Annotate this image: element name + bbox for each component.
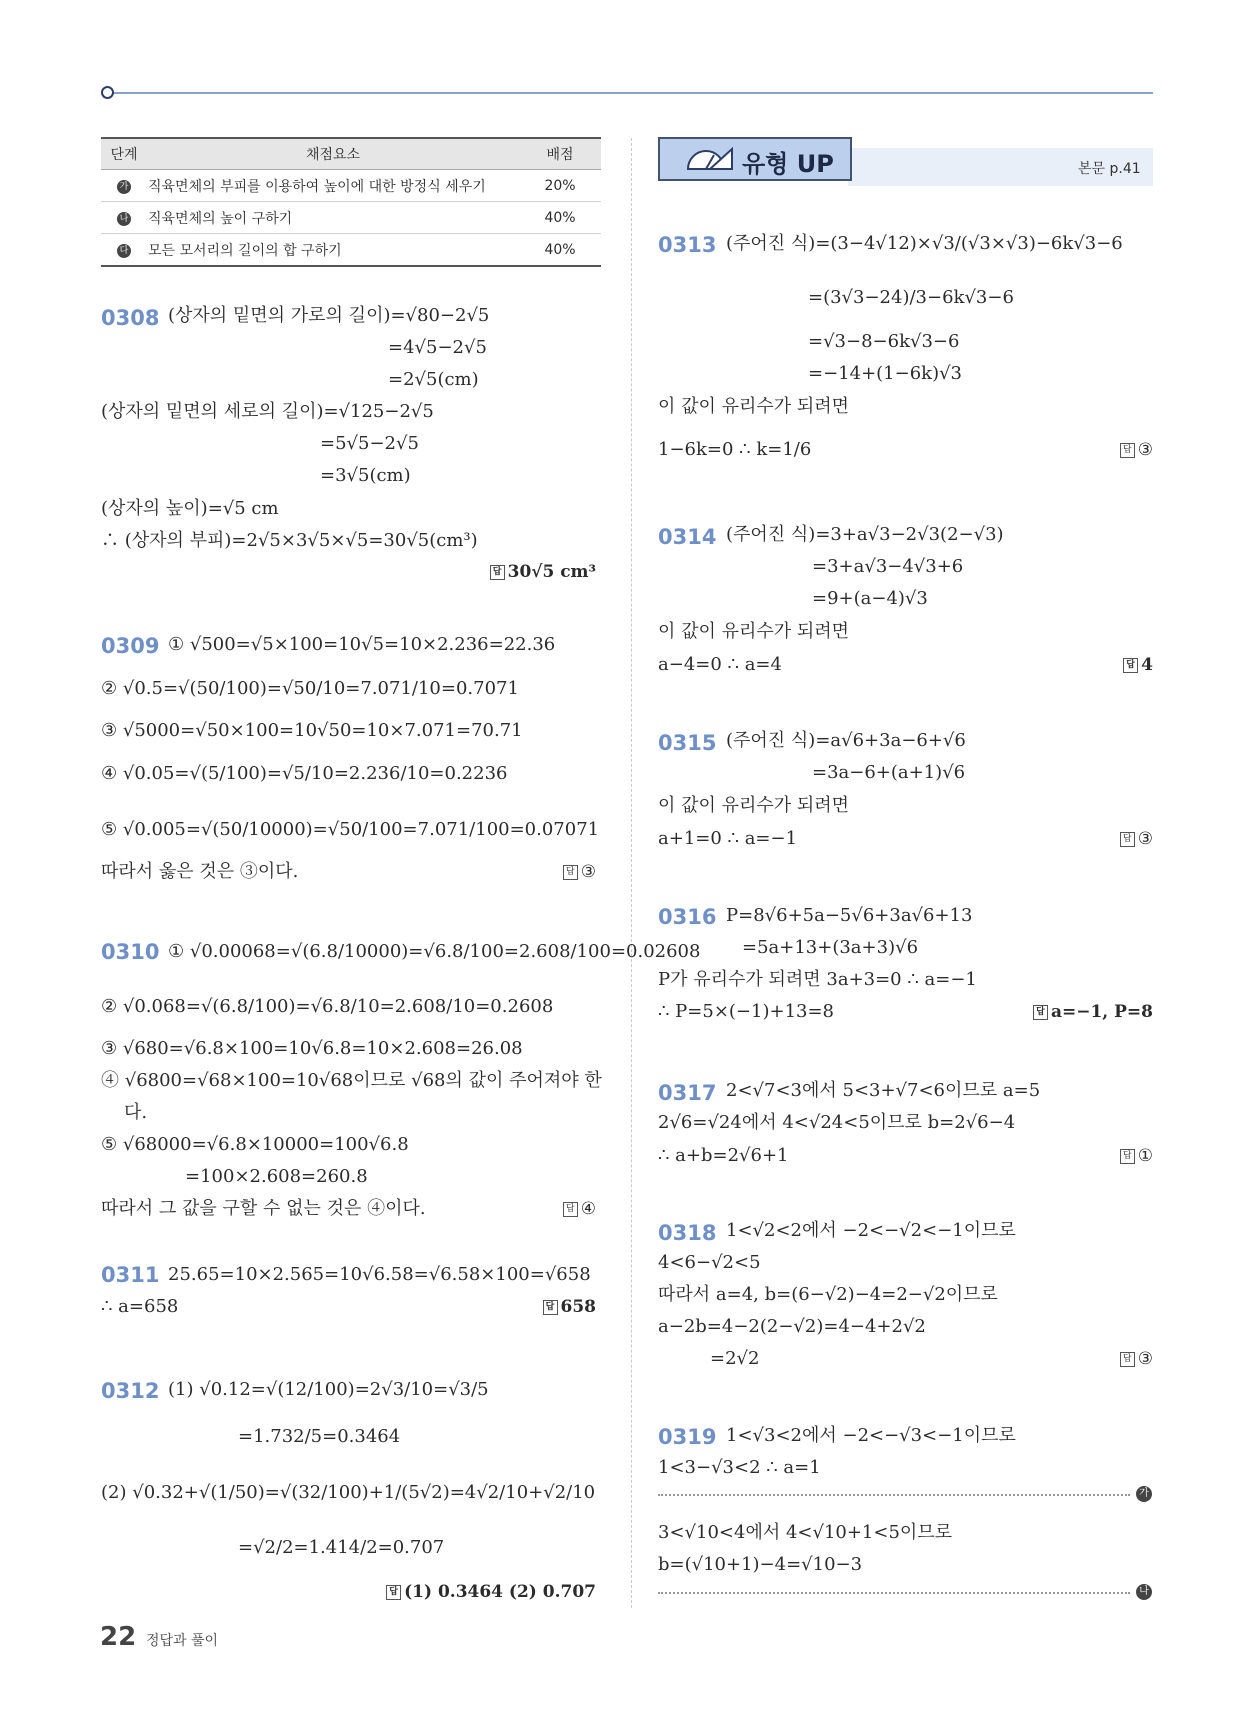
solution-line: (상자의 높이)=√5 cm <box>101 498 279 519</box>
solution-line: =(3√3−24)/3−6k√3−6 <box>808 287 1014 308</box>
solution-line: 이 값이 유리수가 되려면 <box>658 396 850 417</box>
solution-line: ⑤ √0.005=√(50/10000)=√50/100=7.071/100=0.07071 <box>101 819 600 840</box>
solution-line: (상자의 밑면의 가로의 길이)=√80−2√5 <box>168 305 490 326</box>
solution-line: =3+a√3−4√3+6 <box>812 556 964 577</box>
problem-number: 0311 <box>101 1263 160 1287</box>
dotted-separator <box>658 1494 1130 1496</box>
problem-number: 0314 <box>658 525 717 549</box>
answer <box>543 1297 597 1317</box>
rubric-criteria: 직육면체의 높이 구하기 <box>147 202 519 234</box>
solution-line: ④ √0.05=√(5/100)=√5/10=2.236/10=0.2236 <box>101 763 508 784</box>
answer <box>1120 1146 1153 1166</box>
answer-mark-icon: 답 <box>1120 1352 1135 1367</box>
rubric-row <box>101 202 601 234</box>
answer-value: 658 <box>560 1297 596 1317</box>
solution-line: ③ √5000=√50×100=10√50=10×7.071=70.71 <box>101 720 523 741</box>
solution-line: b=(√10+1)−4=√10−3 <box>658 1554 863 1575</box>
solution-line: 다. <box>124 1102 148 1123</box>
answer <box>1033 1002 1153 1022</box>
answer-value: 4 <box>1141 655 1153 675</box>
problem-number: 0316 <box>658 905 717 929</box>
answer <box>386 1582 596 1602</box>
solution-line: ④ √6800=√68×100=10√68이므로 √68의 값이 주어져야 한 <box>101 1070 602 1091</box>
solution-line: 2<√7<3에서 5<3+√7<6이므로 a=5 <box>726 1080 1041 1101</box>
solution-line: =5a+13+(3a+3)√6 <box>742 937 919 958</box>
solution-line: =9+(a−4)√3 <box>812 588 928 609</box>
solution-line: P가 유리수가 되려면 3a+3=0 ∴ a=−1 <box>658 969 977 990</box>
solution-line: =3√5(cm) <box>320 465 411 486</box>
solution-line: (주어진 식)=a√6+3a−6+√6 <box>726 730 966 751</box>
solution-line: (상자의 밑면의 세로의 길이)=√125−2√5 <box>101 401 434 422</box>
rubric-header-criteria: 채점요소 <box>147 138 519 170</box>
solution-line: =100×2.608=260.8 <box>185 1166 368 1187</box>
top-rule-dot <box>101 86 114 99</box>
problem-number: 0308 <box>101 306 160 330</box>
answer-value: ① <box>1137 1146 1153 1166</box>
rubric-table <box>101 137 601 267</box>
solution-line: (2) √0.32+√(1/50)=√(32/100)+1/(5√2)=4√2/10+√2/10 <box>101 1482 596 1503</box>
answer-mark-icon: 답 <box>386 1585 401 1600</box>
answer-mark-icon: 답 <box>1123 658 1138 673</box>
problem-number: 0319 <box>658 1425 717 1449</box>
rubric-points: 40% <box>519 202 601 234</box>
rubric-criteria: 직육면체의 부피를 이용하여 높이에 대한 방정식 세우기 <box>147 170 519 202</box>
answer-mark-icon: 답 <box>543 1300 558 1315</box>
solution-line: ∴ a=658 <box>101 1296 179 1317</box>
answer-mark-icon: 답 <box>1033 1005 1048 1020</box>
answer-value: ③ <box>1137 1349 1153 1369</box>
answer <box>1120 440 1153 460</box>
solution-line: 1<√2<2에서 −2<−√2<−1이므로 <box>726 1220 1016 1241</box>
solution-line: =4√5−2√5 <box>388 337 487 358</box>
banner-title: 유형 UP <box>742 150 834 178</box>
solution-line: =√2/2=1.414/2=0.707 <box>238 1537 445 1558</box>
problem-number: 0313 <box>658 233 717 257</box>
problem-number: 0317 <box>658 1081 717 1105</box>
solution-line: =1.732/5=0.3464 <box>238 1426 401 1447</box>
problem-number: 0309 <box>101 634 160 658</box>
problem-number: 0312 <box>101 1379 160 1403</box>
answer <box>563 862 596 882</box>
solution-line: a−2b=4−2(2−√2)=4−4+2√2 <box>658 1316 926 1337</box>
solution-line: 따라서 a=4, b=(6−√2)−4=2−√2이므로 <box>658 1284 998 1305</box>
solution-line: 25.65=10×2.565=10√6.58=√6.58×100=√658 <box>168 1264 591 1285</box>
problem-number: 0310 <box>101 940 160 964</box>
dotted-separator <box>658 1592 1130 1594</box>
solution-line: ① √500=√5×100=10√5=10×2.236=22.36 <box>168 634 556 655</box>
solution-line: ∴ a+b=2√6+1 <box>658 1145 789 1166</box>
top-rule <box>110 92 1153 94</box>
column-separator <box>631 138 632 1608</box>
solution-line: P=8√6+5a−5√6+3a√6+13 <box>726 905 973 926</box>
solution-line: ⑤ √68000=√6.8×10000=100√6.8 <box>101 1134 409 1155</box>
answer-mark-icon: 답 <box>490 565 505 580</box>
solution-line: 2√6=√24에서 4<√24<5이므로 b=2√6−4 <box>658 1112 1016 1133</box>
answer-value: ③ <box>1137 829 1153 849</box>
solution-line: 따라서 그 값을 구할 수 없는 것은 ④이다. <box>101 1198 426 1219</box>
solution-line: 이 값이 유리수가 되려면 <box>658 621 850 642</box>
answer-mark-icon: 답 <box>1120 832 1135 847</box>
page-reference: 본문 p.41 <box>1078 161 1141 177</box>
solution-line: ② √0.5=√(50/100)=√50/10=7.071/10=0.7071 <box>101 678 519 699</box>
answer <box>1120 829 1153 849</box>
solution-line: a+1=0 ∴ a=−1 <box>658 828 798 849</box>
step-marker: 나 <box>117 212 131 226</box>
section-banner <box>658 137 852 181</box>
rubric-header <box>101 138 601 170</box>
step-marker: 가 <box>117 180 131 194</box>
answer-value: a=−1, P=8 <box>1050 1002 1153 1022</box>
answer <box>1123 655 1153 675</box>
solution-line: =−14+(1−6k)√3 <box>808 363 963 384</box>
solution-line: 따라서 옳은 것은 ③이다. <box>101 861 299 882</box>
rubric-header-points: 배점 <box>519 138 601 170</box>
answer-value: (1) 0.3464 (2) 0.707 <box>404 1582 596 1602</box>
solution-line: =5√5−2√5 <box>320 433 419 454</box>
step-marker: 가 <box>1136 1486 1152 1502</box>
rubric-row <box>101 234 601 267</box>
page-number: 22 <box>100 1622 137 1652</box>
solution-line: (주어진 식)=3+a√3−2√3(2−√3) <box>726 524 1004 545</box>
solution-line: =2√2 <box>710 1348 760 1369</box>
answer <box>490 562 596 582</box>
solution-line: 1<√3<2에서 −2<−√3<−1이므로 <box>726 1425 1016 1446</box>
solution-line: ∴ P=5×(−1)+13=8 <box>658 1001 835 1022</box>
solution-line: a−4=0 ∴ a=4 <box>658 654 782 675</box>
problem-number: 0315 <box>658 731 717 755</box>
solution-line: 3<√10<4에서 4<√10+1<5이므로 <box>658 1522 953 1543</box>
answer-mark-icon: 답 <box>1120 1149 1135 1164</box>
solution-line: 이 값이 유리수가 되려면 <box>658 795 850 816</box>
footer-label: 정답과 풀이 <box>146 1633 219 1649</box>
solution-line: =√3−8−6k√3−6 <box>808 331 960 352</box>
solution-line: 1−6k=0 ∴ k=1/6 <box>658 439 812 460</box>
answer-mark-icon: 답 <box>1120 443 1135 458</box>
rubric-points: 40% <box>519 234 601 267</box>
solution-line: ③ √680=√6.8×100=10√6.8=10×2.608=26.08 <box>101 1038 523 1059</box>
solution-line: ∴ (상자의 부피)=2√5×3√5×√5=30√5(cm³) <box>101 530 478 551</box>
solution-line: =2√5(cm) <box>388 369 479 390</box>
answer-value: ③ <box>1137 440 1153 460</box>
solution-line: ② √0.068=√(6.8/100)=√6.8/10=2.608/10=0.2608 <box>101 996 554 1017</box>
solution-line: (주어진 식)=(3−4√12)×√3/(√3×√3)−6k√3−6 <box>726 233 1123 254</box>
solution-line: =3a−6+(a+1)√6 <box>812 762 966 783</box>
problem-number: 0318 <box>658 1221 717 1245</box>
solution-line: 4<6−√2<5 <box>658 1252 761 1273</box>
answer-mark-icon: 답 <box>563 865 578 880</box>
solution-line: 1<3−√3<2 ∴ a=1 <box>658 1457 821 1478</box>
answer-mark-icon: 답 <box>563 1202 578 1217</box>
rubric-row <box>101 170 601 202</box>
answer-value: 30√5 cm³ <box>507 562 596 582</box>
answer-value: ④ <box>580 1199 596 1219</box>
step-marker: 다 <box>117 244 131 258</box>
rubric-header-step: 단계 <box>101 138 147 170</box>
answer <box>563 1199 596 1219</box>
ruler-protractor-icon <box>684 145 734 173</box>
rubric-criteria: 모든 모서리의 길이의 합 구하기 <box>147 234 519 267</box>
rubric-points: 20% <box>519 170 601 202</box>
answer <box>1120 1349 1153 1369</box>
answer-value: ③ <box>580 862 596 882</box>
step-marker: 나 <box>1136 1584 1152 1600</box>
solution-line: ① √0.00068=√(6.8/10000)=√6.8/100=2.608/100=0.02608 <box>168 941 701 962</box>
solution-line: (1) √0.12=√(12/100)=2√3/10=√3/5 <box>168 1379 489 1400</box>
